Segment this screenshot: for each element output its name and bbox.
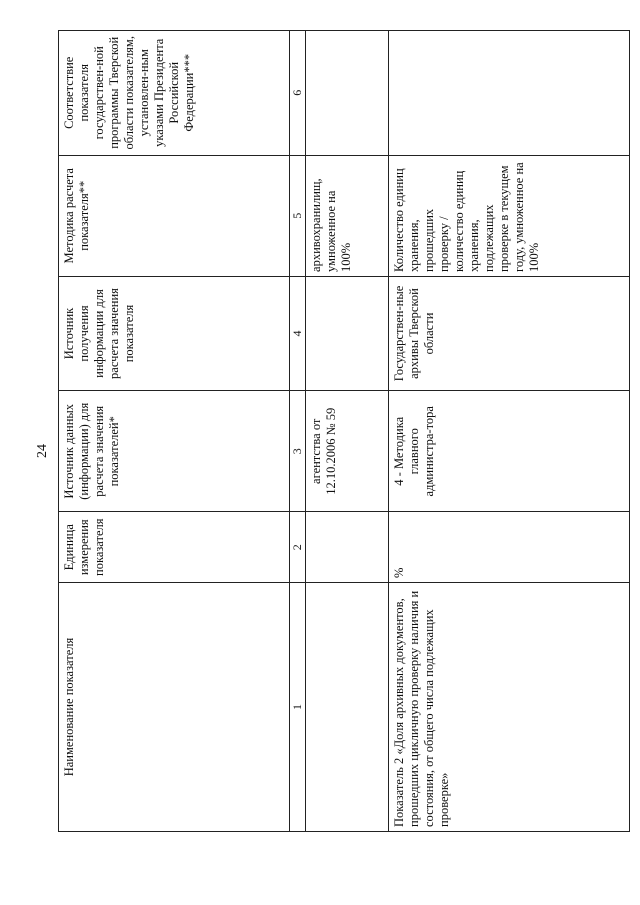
header-indicator-name: Наименование показателя — [59, 583, 290, 832]
column-number-row — [289, 31, 305, 832]
column-number: 3 — [289, 391, 305, 512]
page-number: 24 — [35, 444, 50, 458]
table-cell: агентства от 12.10.2006 № 59 — [305, 391, 388, 512]
column-number: 5 — [289, 155, 305, 276]
header-compliance: Соответствие показателя государствен-ной программы Тверской области показателям, установлен-ным указами Президента Российской Федерации*** — [59, 31, 290, 156]
method-cell: Количество единиц хранения, прошедших проверку / количество единиц хранения, подлежащих проверке в текущем году, умноженное на 100% — [389, 155, 630, 276]
continuation-row — [305, 31, 388, 832]
table-cell: архивохранилищ, умноженное на 100% — [305, 155, 388, 276]
compliance-cell — [389, 31, 630, 156]
unit-cell: % — [389, 512, 630, 583]
table-row — [389, 31, 630, 832]
table-cell — [305, 583, 388, 832]
data-source-cell: 4 - Методика главного администра-тора — [389, 391, 630, 512]
header-unit: Единица измерения показателя — [59, 512, 290, 583]
header-info-source: Источник получения информации для расчета значения показателя — [59, 276, 290, 390]
column-number: 1 — [289, 583, 305, 832]
indicators-table — [58, 30, 630, 832]
header-data-source: Источник данных (информации) для расчета значения показателей* — [59, 391, 290, 512]
info-source-cell: Государствен-ные архивы Тверской области — [389, 276, 630, 390]
column-number: 6 — [289, 31, 305, 156]
table-stage — [58, 30, 630, 832]
table-cell — [305, 512, 388, 583]
table-cell — [305, 31, 388, 156]
header-method: Методика расчета показателя** — [59, 155, 290, 276]
column-number: 4 — [289, 276, 305, 390]
table-cell — [305, 276, 388, 390]
column-number: 2 — [289, 512, 305, 583]
table-header-row — [59, 31, 290, 832]
indicator-name-cell: Показатель 2 «Доля архивных документов, прошедших цикличную проверку наличия и состояния, от общего числа подлежащих проверке» — [389, 583, 630, 832]
